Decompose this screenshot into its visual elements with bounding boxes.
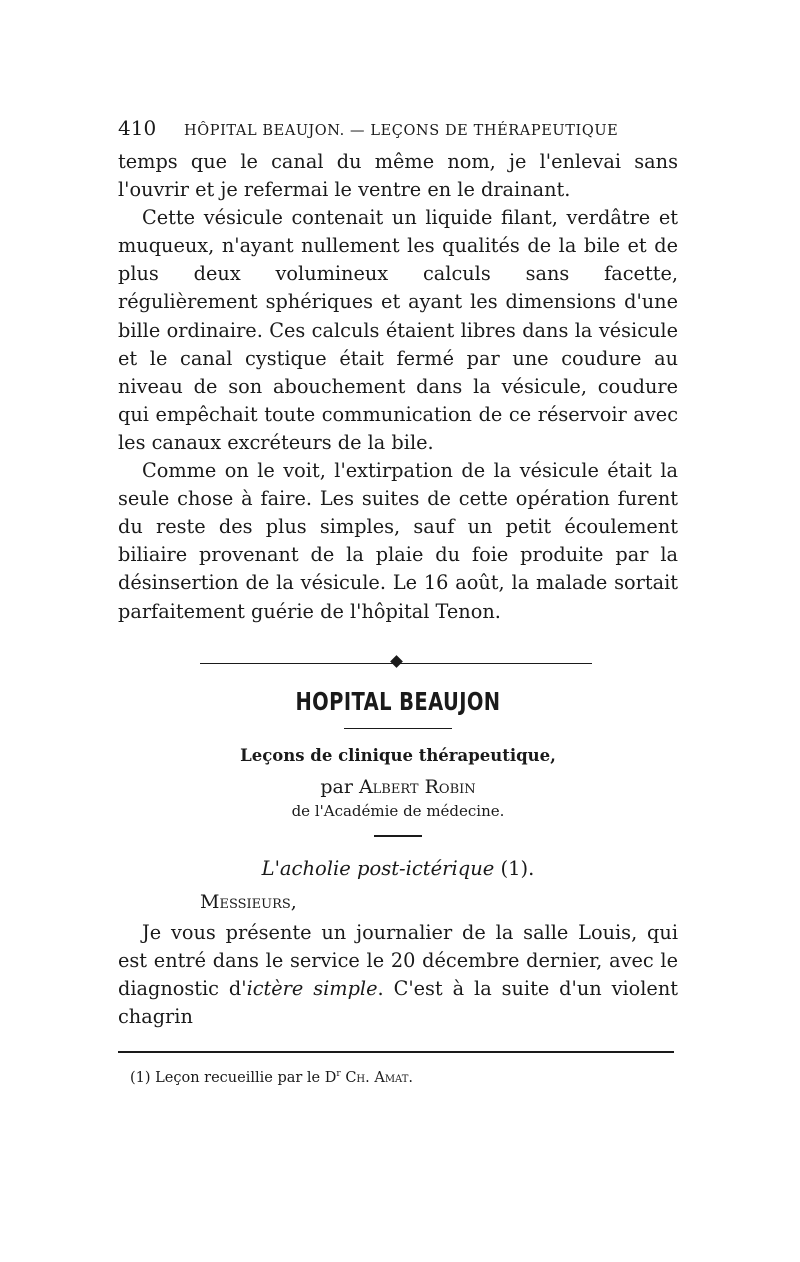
italic-diagnosis: ictère simple xyxy=(246,976,378,1000)
small-rule xyxy=(374,835,422,836)
footnote-name: Ch. Amat. xyxy=(345,1069,414,1086)
salutation: Messieurs, xyxy=(200,890,297,913)
footnote xyxy=(118,1063,678,1085)
paragraph: temps que le canal du même nom, je l'enlevai sans l'ouvrir et je refermai le ventre en le drainant. xyxy=(118,150,678,202)
section-title: HOPITAL BEAUJON xyxy=(295,686,501,716)
lesson-title xyxy=(118,855,678,883)
page-number: 410 xyxy=(118,116,157,140)
running-head xyxy=(118,108,678,148)
lesson-text xyxy=(118,919,678,1031)
lesson-title-text: L'acholie post-ictérique xyxy=(261,856,495,880)
previous-article-text xyxy=(118,148,678,626)
series-subtitle: Leçons de clinique thérapeutique, xyxy=(240,746,556,766)
footnote-reference: (1). xyxy=(500,856,535,880)
running-head-title: HÔPITAL BEAUJON. — LEÇONS DE THÉRAPEUTIQUE xyxy=(184,123,619,139)
book-page xyxy=(118,108,678,1085)
paragraph: Comme on le voit, l'extirpation de la vésicule était la seule chose à faire. Les suites de cette opération furent du reste des plus simples, sauf un petit écoulement biliaire provenant de la plaie du foie produite par la désinsertion de la vésicule. Le 16 août, la malade sortait parfaitement guérie de l'hôpital Tenon. xyxy=(118,459,678,623)
footnote-marker: (1) xyxy=(130,1069,151,1086)
text-run: Je vous présente un journalier de la salle Louis, qui est entré dans le service le 20 décembre dernier, avec le diagnostic d' xyxy=(118,920,678,1000)
text-run: . C'est à la suite d'un violent chagrin xyxy=(118,976,678,1028)
paragraph: Cette vésicule contenait un liquide filant, verdâtre et muqueux, n'ayant nullement les qualités de la bile et de plus deux volumineux calculs sans facette, régulièrement sphériques et ayant les dimensions d'une bille ordinaire. Ces calculs étaient libres dans la vésicule et le canal cystique était fermé par une coudure au niveau de son abouchement dans la vésicule, coudure qui empêchait toute communication de ce réservoir avec les canaux excréteurs de la bile. xyxy=(118,206,678,454)
diamond-ornament-icon xyxy=(390,655,403,668)
footnote-text: Leçon recueillie par le D xyxy=(155,1069,337,1086)
footnote-superscript: r xyxy=(336,1068,341,1079)
author-prefix: par xyxy=(320,776,353,799)
paragraph xyxy=(118,919,678,1031)
author-affiliation: de l'Académie de médecine. xyxy=(291,802,505,821)
title-rule xyxy=(344,728,452,730)
section-separator xyxy=(118,652,678,674)
author-line xyxy=(118,775,678,799)
footnote-rule xyxy=(118,1051,674,1053)
author-name: Albert Robin xyxy=(358,776,476,799)
